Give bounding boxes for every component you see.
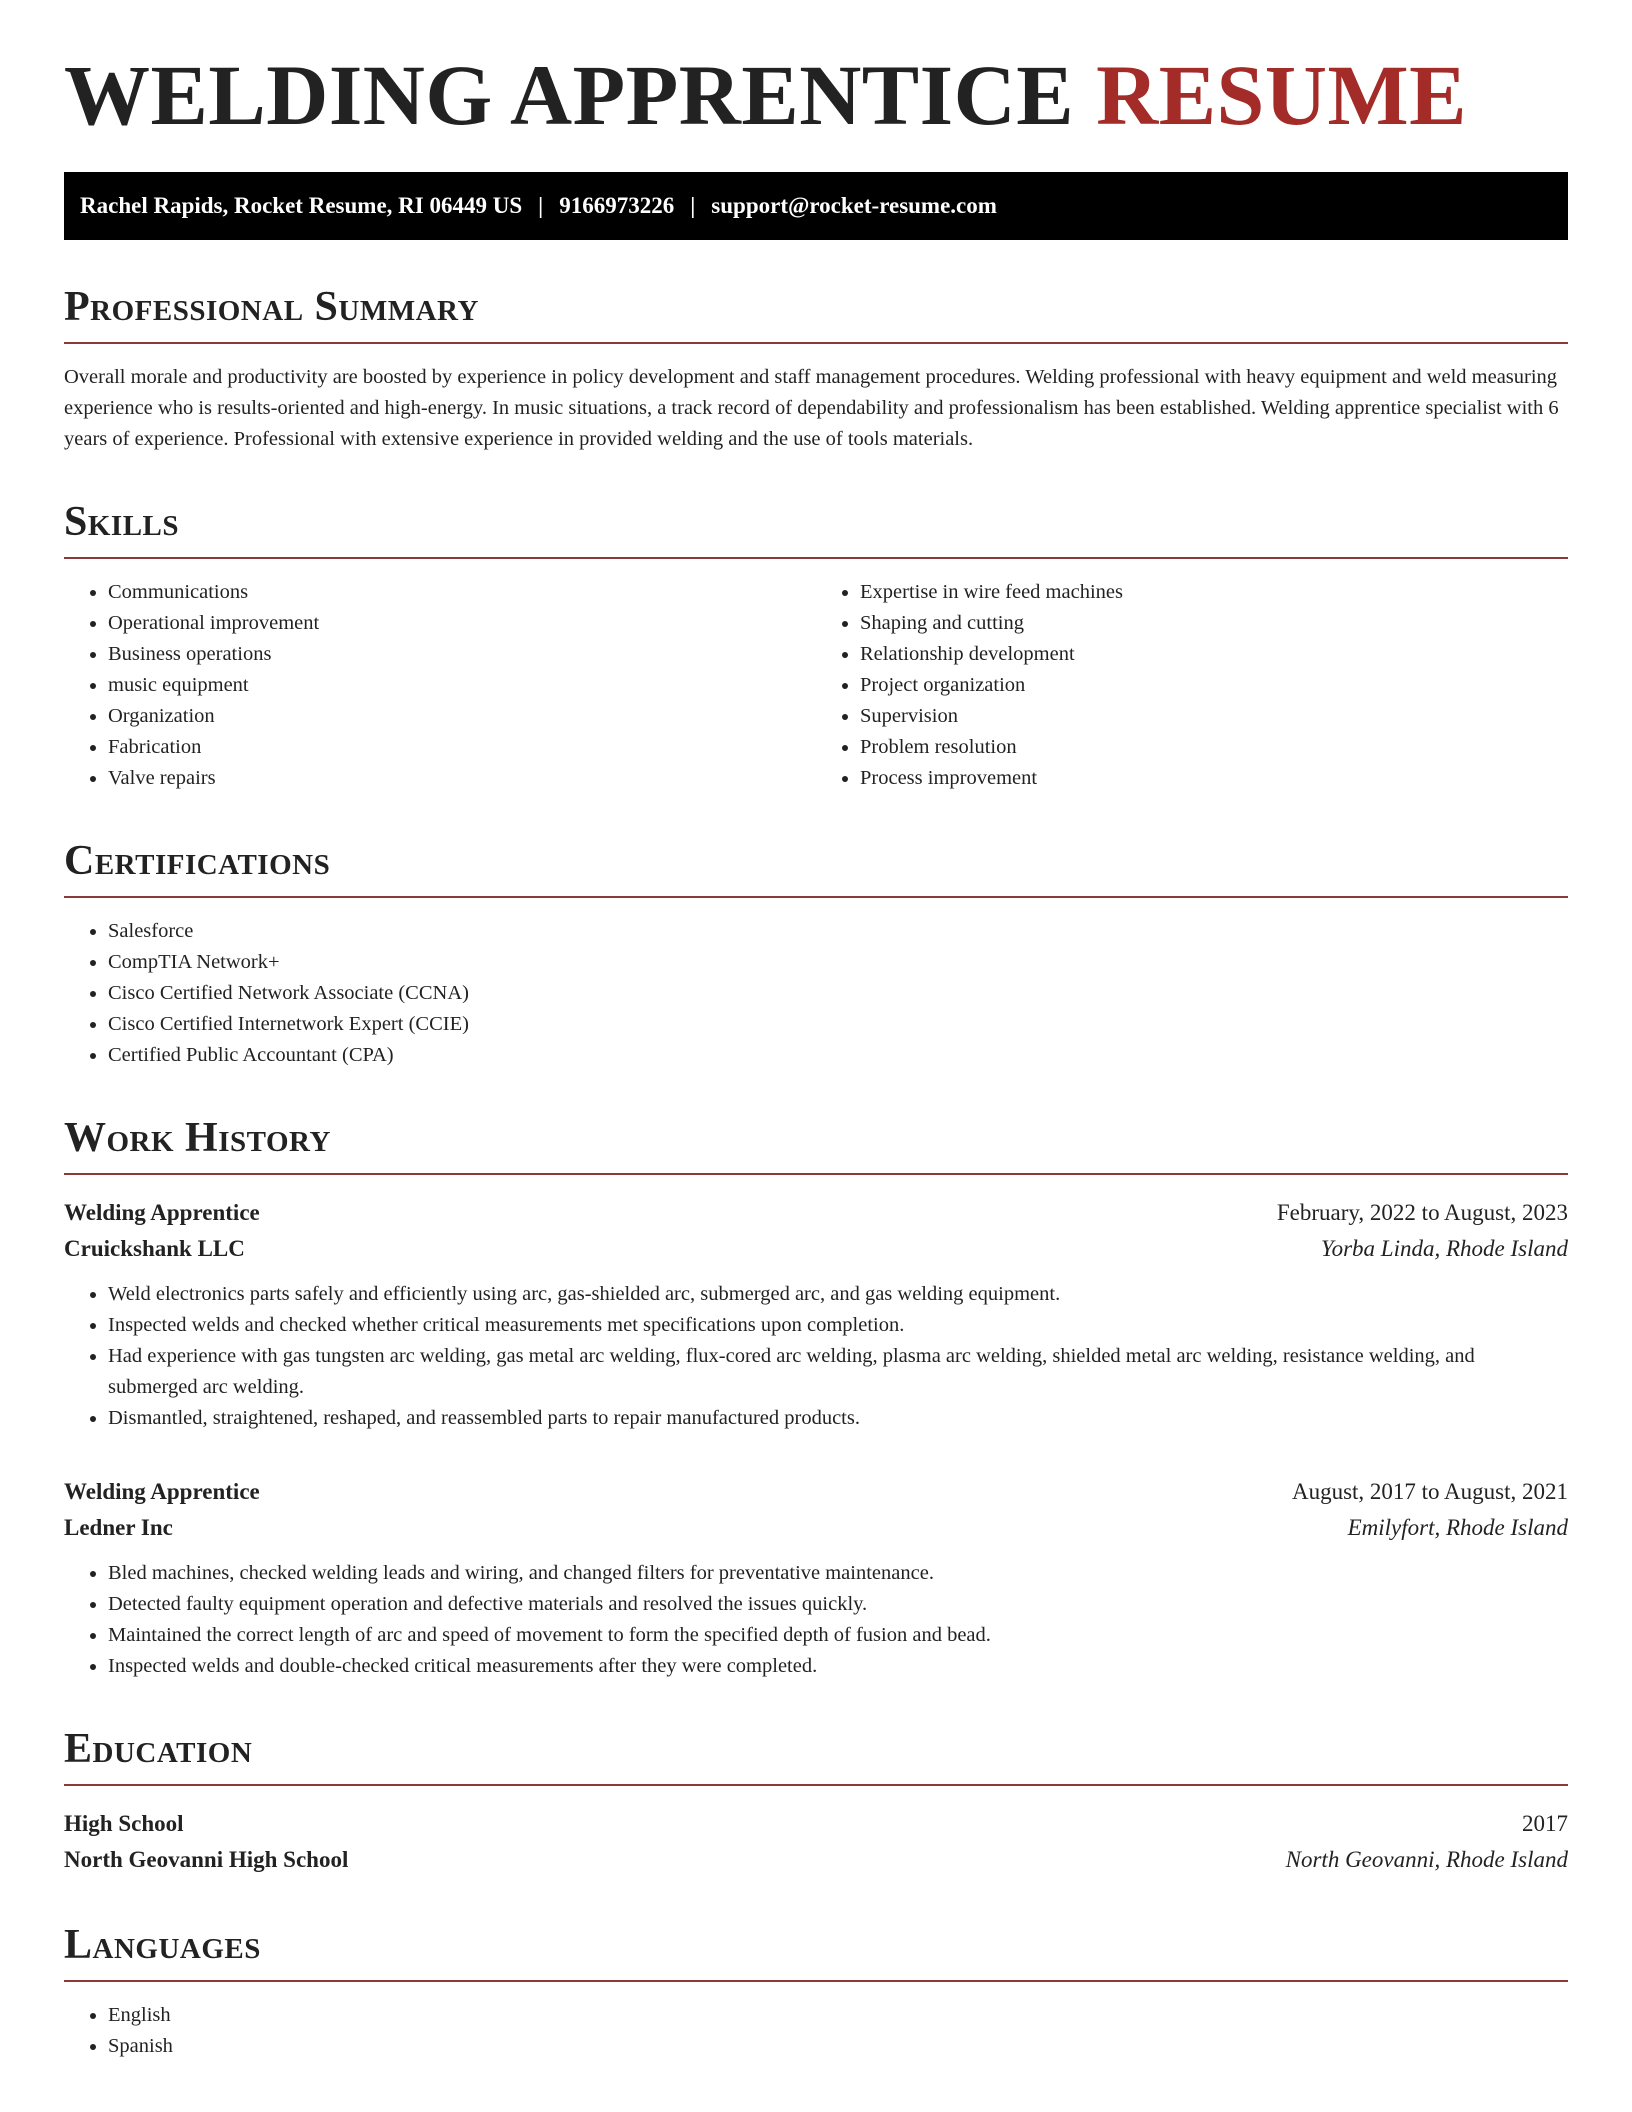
job-bullet: • Inspected welds and checked whether critical measurements met specifications upon completion. <box>108 1310 1568 1341</box>
job-company-row <box>64 1231 1568 1267</box>
job-dates: August, 2017 to August, 2021 <box>1291 1479 1568 1504</box>
language-item: • Spanish <box>108 2031 1568 2062</box>
education-school-row <box>64 1842 1568 1878</box>
languages-heading: Languages <box>64 1924 1568 1982</box>
resume-title <box>64 47 1568 143</box>
job-bullet: • Bled machines, checked welding leads and wiring, and changed filters for preventative maintenance. <box>108 1558 1568 1589</box>
job-bullet: • Weld electronics parts safely and efficiently using arc, gas-shielded arc, submerged arc, and gas welding equipment. <box>108 1279 1568 1310</box>
education-year: 2017 <box>1522 1811 1568 1836</box>
job-dates: February, 2022 to August, 2023 <box>1276 1200 1568 1225</box>
summary-section <box>64 286 1568 455</box>
job-bullet: • Dismantled, straightened, reshaped, and reassembled parts to repair manufactured products. <box>108 1403 1568 1434</box>
skill-item: • Shaping and cutting <box>860 608 1568 639</box>
skill-item: • Supervision <box>860 701 1568 732</box>
certification-item: • Cisco Certified Network Associate (CCNA) <box>108 978 1568 1009</box>
education-school: North Geovanni High School <box>64 1847 349 1872</box>
skill-item: • music equipment <box>108 670 816 701</box>
skills-section <box>64 501 1568 794</box>
job-bullet: • Maintained the correct length of arc and speed of movement to form the specified depth of fusion and bead. <box>108 1620 1568 1651</box>
work-history-heading: Work History <box>64 1117 1568 1175</box>
job-title: Welding Apprentice <box>64 1200 260 1225</box>
job-entry <box>64 1195 1568 1434</box>
certifications-list <box>64 916 1568 1071</box>
job-title: Welding Apprentice <box>64 1479 260 1504</box>
languages-list <box>64 2000 1568 2062</box>
job-company: Ledner Inc <box>64 1515 173 1540</box>
education-heading: Education <box>64 1728 1568 1786</box>
languages-section <box>64 1924 1568 2062</box>
skill-item: • Process improvement <box>860 763 1568 794</box>
education-degree: High School <box>64 1811 184 1836</box>
job-location: Emilyfort, Rhode Island <box>1347 1515 1568 1540</box>
job-company-row <box>64 1510 1568 1546</box>
contact-address: Rachel Rapids, Rocket Resume, RI 06449 US <box>80 193 523 218</box>
title-main: WELDING APPRENTICE <box>64 47 1075 143</box>
title-accent: RESUME <box>1096 47 1468 143</box>
job-bullet: • Inspected welds and double-checked critical measurements after they were completed. <box>108 1651 1568 1682</box>
skill-item: • Fabrication <box>108 732 816 763</box>
job-bullets <box>64 1279 1568 1434</box>
contact-separator: | <box>690 193 696 218</box>
job-entry <box>64 1474 1568 1682</box>
summary-text: Overall morale and productivity are boosted by experience in policy development and staff management procedures. Welding professional with heavy equipment and weld measuring experience who is results-oriented and high-energy. In music situations, a track record of dependability and professionalism has been established. Welding apprentice specialist with 6 years of experience. Professional with extensive experience in provided welding and the use of tools materials. <box>64 366 1559 450</box>
skill-item: • Organization <box>108 701 816 732</box>
skill-item: • Communications <box>108 577 816 608</box>
job-location: Yorba Linda, Rhode Island <box>1320 1236 1568 1261</box>
contact-bar <box>64 172 1568 240</box>
certifications-section <box>64 840 1568 1071</box>
certification-item: • CompTIA Network+ <box>108 947 1568 978</box>
skill-item: • Expertise in wire feed machines <box>860 577 1568 608</box>
contact-email: support@rocket-resume.com <box>711 193 997 218</box>
language-item: • English <box>108 2000 1568 2031</box>
skill-item: • Operational improvement <box>108 608 816 639</box>
skills-grid <box>64 577 1568 794</box>
skills-list-left <box>64 577 816 794</box>
education-location: North Geovanni, Rhode Island <box>1285 1847 1568 1872</box>
certification-item: • Cisco Certified Internetwork Expert (CCIE) <box>108 1009 1568 1040</box>
certification-item: • Certified Public Accountant (CPA) <box>108 1040 1568 1071</box>
skill-item: • Valve repairs <box>108 763 816 794</box>
job-bullets <box>64 1558 1568 1682</box>
job-bullet: • Had experience with gas tungsten arc welding, gas metal arc welding, flux-cored arc welding, plasma arc welding, shielded metal arc welding, resistance welding, and submerged arc welding. <box>108 1341 1568 1403</box>
job-title-row <box>64 1195 1568 1231</box>
skill-item: • Business operations <box>108 639 816 670</box>
skills-list-right <box>816 577 1568 794</box>
skill-item: • Project organization <box>860 670 1568 701</box>
education-degree-row <box>64 1806 1568 1842</box>
certifications-heading: Certifications <box>64 840 1568 898</box>
summary-heading: Professional Summary <box>64 286 1568 344</box>
contact-separator: | <box>538 193 544 218</box>
job-title-row <box>64 1474 1568 1510</box>
skill-item: • Problem resolution <box>860 732 1568 763</box>
education-entry <box>64 1806 1568 1878</box>
skill-item: • Relationship development <box>860 639 1568 670</box>
contact-phone: 9166973226 <box>559 193 675 218</box>
certification-item: • Salesforce <box>108 916 1568 947</box>
education-section <box>64 1728 1568 1878</box>
job-bullet: • Detected faulty equipment operation and defective materials and resolved the issues quickly. <box>108 1589 1568 1620</box>
work-history-section <box>64 1117 1568 1682</box>
skills-heading: Skills <box>64 501 1568 559</box>
job-company: Cruickshank LLC <box>64 1236 245 1261</box>
